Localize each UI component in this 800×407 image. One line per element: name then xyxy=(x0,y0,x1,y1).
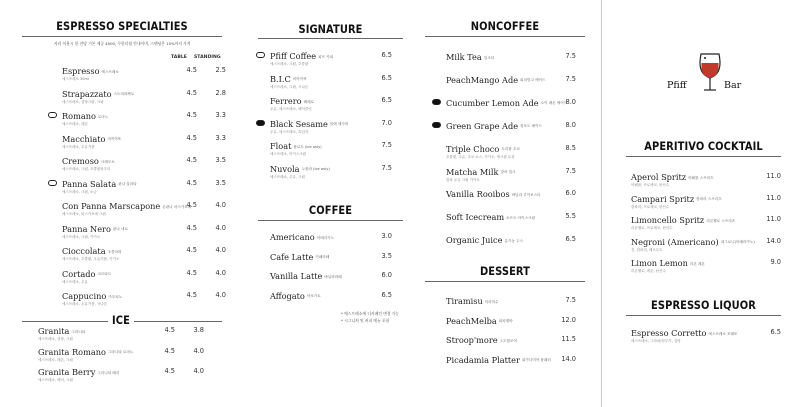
item-price-table: 4.5 xyxy=(186,133,197,142)
aperitivo-title: APERITIVO COCKTAIL xyxy=(644,139,763,153)
item-description: 에스프레소, 레몬 xyxy=(62,122,88,126)
item-name: Granita 그라니타 xyxy=(38,326,86,336)
item-name: Limoncello Spritz 리몬첼로 스프리츠 xyxy=(631,215,736,225)
signature-item xyxy=(270,51,392,71)
espresso-item xyxy=(62,179,242,199)
item-name: Triple Choco 트리플 초코 xyxy=(446,143,520,154)
aperitivo-item xyxy=(631,194,781,214)
item-description: 에스프레소, 우유 xyxy=(62,279,88,284)
item-name: Milk Tea 밀크티 xyxy=(446,52,495,62)
item-korean-name: 비아이씨 xyxy=(292,77,307,81)
espresso-item xyxy=(62,291,242,311)
item-description: 말차 우유 크림 카카오 xyxy=(446,177,480,182)
item-price-table: 4.5 xyxy=(164,367,175,375)
item-name: Macchiato 마끼아또 xyxy=(62,133,122,144)
item-price-standing: 3.5 xyxy=(215,156,226,164)
item-name: Campari Spritz 캄파리 스프리츠 xyxy=(631,193,722,204)
item-name: Picadamia Platter 피카다미아 플래터 xyxy=(446,354,551,365)
item-name: Negroni (Americano) 네그로니(아메리카노) xyxy=(631,236,755,247)
item-description: 에스프레소, 설탕, 크림 xyxy=(38,337,73,341)
dessert-item xyxy=(446,316,576,336)
item-price-price: 6.5 xyxy=(770,328,781,336)
coffee-item xyxy=(270,232,392,252)
item-price-price: 8.5 xyxy=(565,143,576,152)
item-name: Panna Nero 판나 네로 xyxy=(62,223,128,234)
item-price-standing: 2.5 xyxy=(215,66,226,74)
item-description: 에스프레소, 크림, 카카오 xyxy=(62,234,101,239)
item-description: 에스프레소, 아이스크림 xyxy=(270,152,307,156)
item-price-standing: 4.0 xyxy=(215,291,226,299)
ice-title: ICE xyxy=(112,313,130,327)
item-korean-name: 그라니타 베리 xyxy=(97,370,120,375)
item-description: 에스프레소, 레몬, 크림 xyxy=(38,357,73,362)
noncoffee-item xyxy=(446,235,576,255)
item-price-price: 6.5 xyxy=(565,235,576,244)
item-korean-name: 리몬 레몬 xyxy=(689,261,705,266)
item-price-table: 4.5 xyxy=(186,156,197,164)
coffee-rule xyxy=(258,220,403,221)
item-korean-name: 말차 밀크 xyxy=(500,170,516,174)
espresso-item xyxy=(62,201,242,221)
item-name: Float 플로트 (ice only) xyxy=(270,141,322,151)
item-korean-name: 유기농 주스 xyxy=(504,238,523,243)
item-korean-name: 피치망고 에이드 xyxy=(520,78,546,83)
coffee-item xyxy=(270,291,392,311)
item-price-table: 4.5 xyxy=(186,178,197,187)
item-price-standing: 4.0 xyxy=(193,346,204,355)
item-korean-name: 소프트 아이스크림 xyxy=(506,215,536,220)
item-korean-name: 리몬첼로 스프리츠 xyxy=(706,218,736,223)
item-price-standing: 4.0 xyxy=(215,246,226,254)
dessert-item xyxy=(446,355,576,375)
item-description: 리몬첼로, 레몬, 탄산수 xyxy=(631,269,666,273)
item-description: 에스프레소, 크림, 소금 xyxy=(62,189,97,194)
item-description: 에스프레소, 우유거품 xyxy=(62,144,95,149)
signature-title: SIGNATURE xyxy=(298,22,363,36)
item-description: 에스프레소, 그라파/삼부카, 설탕 xyxy=(631,339,681,343)
item-korean-name: 에스프레소 xyxy=(101,69,119,74)
item-name: Black Sesame 블랙 세사미 xyxy=(270,118,349,129)
item-name: Cioccolata 초콜라따 xyxy=(62,246,122,256)
pfiff-bar-logo xyxy=(665,46,755,106)
signature-rule xyxy=(258,38,403,39)
ice-item xyxy=(38,367,218,387)
aperitivo-item xyxy=(631,258,781,278)
item-korean-name: 바닐라라떼 xyxy=(324,274,342,279)
item-name: Cappucino 카푸치노 xyxy=(62,291,123,301)
item-korean-name: 크레모소 xyxy=(100,159,115,164)
espresso-item xyxy=(62,246,242,266)
item-name: Nuvola 누볼라 (ice only) xyxy=(270,163,330,174)
item-price-price: 7.5 xyxy=(565,296,576,304)
liquor-title: ESPRESSO LIQUOR xyxy=(651,298,756,312)
item-korean-name: 피프 커피 xyxy=(318,54,334,59)
item-price-price: 14.0 xyxy=(766,236,781,245)
item-description: 에스프레소, 설탕크림, 크림 xyxy=(62,99,104,104)
item-price-table: 4.5 xyxy=(186,246,197,254)
item-description: 에스프레소, 초콜릿, 우유거품, 카카오 xyxy=(62,257,120,261)
espresso-item xyxy=(62,89,242,109)
item-price-price: 7.5 xyxy=(381,163,392,172)
item-name: Cortado 코르타도 xyxy=(62,268,112,279)
espresso-item xyxy=(62,156,242,176)
noncoffee-item xyxy=(446,98,576,118)
item-korean-name: 트리플 초코 xyxy=(501,147,520,152)
item-korean-name: 블랙 세사미 xyxy=(329,122,349,126)
wine-glass-icon xyxy=(665,46,755,106)
col-table-header: TABLE xyxy=(171,55,187,60)
item-price-price: 6.5 xyxy=(381,290,392,299)
item-name: Con Panna Marscapone 콘판나 마스카포네 xyxy=(62,201,192,211)
aperitivo-item xyxy=(631,172,781,192)
item-price-price: 8.0 xyxy=(565,97,576,106)
item-description: 에스프레소, 크림, 초콜릿 xyxy=(270,62,309,66)
signature-badge-icon xyxy=(48,112,57,118)
coffee-note-2: * 시그니처 및 커피 메뉴 포함 xyxy=(341,318,390,323)
item-description: 캄파리, 프로세코, 탄산수 xyxy=(631,204,670,209)
panel-divider xyxy=(601,0,602,407)
item-description: 진, 캄파리, 베르무트 xyxy=(631,247,663,252)
col-standing-header: STANDING xyxy=(194,55,221,60)
item-price-standing: 4.0 xyxy=(215,223,226,232)
item-korean-name: 마끼아또 xyxy=(107,137,122,141)
item-price-table: 4.5 xyxy=(186,291,197,299)
item-description: 우유, 에스프레소, 헤이즐넛 xyxy=(270,107,312,111)
item-price-price: 6.5 xyxy=(381,73,392,82)
item-price-standing: 2.8 xyxy=(215,88,226,97)
item-name: Stroop'more 스트룹모어 xyxy=(446,335,517,345)
item-korean-name: 아포가토 xyxy=(306,294,321,298)
item-name: Granita Romano 그라니타 로마노 xyxy=(38,346,134,357)
item-name: Vanilla Rooibos 바닐라 루이보스티 xyxy=(446,189,541,200)
item-korean-name: 콘판나 마스카포네 xyxy=(162,204,192,209)
item-name: Aperol Spritz 아페롤 스프리츠 xyxy=(631,172,714,182)
espresso-title: ESPRESSO SPECIALTIES xyxy=(56,19,188,33)
item-name: Granita Berry 그라니타 베리 xyxy=(38,367,120,377)
item-price-price: 7.5 xyxy=(381,141,392,149)
item-description: 아페롤, 프로세코, 탄산수 xyxy=(631,183,670,187)
item-price-price: 7.5 xyxy=(565,74,576,83)
item-korean-name: 밀크티 xyxy=(483,55,495,60)
item-korean-name: 오이 레몬 에이드 xyxy=(540,101,568,106)
noncoffee-item xyxy=(446,121,576,141)
item-name: Panna Salata 판나 살라타 xyxy=(62,178,137,189)
item-price-table: 4.5 xyxy=(186,268,197,277)
signature-item xyxy=(270,164,392,184)
item-price-table: 4.5 xyxy=(164,326,175,334)
signature-badge-icon xyxy=(256,120,265,126)
coffee-item xyxy=(270,271,392,291)
item-name: Green Grape Ade 청포도 에이드 xyxy=(446,120,543,131)
item-name: Cafe Latte 카페라떼 xyxy=(270,251,330,262)
item-description: 우유, 에스프레소, 흑임자 xyxy=(270,129,309,134)
noncoffee-item xyxy=(446,52,576,72)
ice-item xyxy=(38,347,218,367)
item-name: Ferrero 페레로 xyxy=(270,96,315,106)
item-price-price: 7.5 xyxy=(565,166,576,175)
item-name: Limon Lemon 리몬 레몬 xyxy=(631,258,705,268)
item-korean-name: 로마노 xyxy=(97,114,109,119)
noncoffee-item xyxy=(446,212,576,232)
item-price-price: 8.0 xyxy=(565,120,576,129)
item-name: Espresso Corretto 에스프레소 꼬레또 xyxy=(631,328,738,338)
signature-item xyxy=(270,119,392,139)
item-korean-name: 카페라떼 xyxy=(315,255,330,259)
ice-rule-right xyxy=(134,321,222,322)
aperitivo-rule xyxy=(626,156,781,157)
item-price-price: 12.0 xyxy=(561,315,576,324)
item-name: Cucumber Lemon Ade 오이 레몬 에이드 xyxy=(446,97,568,108)
item-price-table: 4.5 xyxy=(186,88,197,97)
item-korean-name: 에스프레소 꼬레또 xyxy=(708,331,738,336)
espresso-note: 자리 이용시 한 잔당 기본 제공 4500, 무한리필 안내이며, 스탠딩은 10%까지 가격 xyxy=(54,41,191,46)
item-korean-name: 카푸치노 xyxy=(108,294,123,299)
item-korean-name: 페레로 xyxy=(303,99,315,104)
item-price-table: 4.5 xyxy=(164,346,175,355)
item-price-standing: 4.0 xyxy=(193,367,204,375)
item-description: 에스프레소, 우유, 크림 xyxy=(270,174,305,179)
item-name: Americano 아메리카노 xyxy=(270,232,335,242)
item-korean-name: 스트라파짜토 xyxy=(113,92,135,96)
item-description: 에스프레소, 마스카포네 크림 xyxy=(62,212,106,216)
item-korean-name: 피카다미아 플래터 xyxy=(521,358,551,362)
item-name: Organic Juice 유기농 주스 xyxy=(446,235,523,246)
ice-item xyxy=(38,326,218,346)
espresso-rule xyxy=(22,36,222,37)
item-korean-name: 티라미수 xyxy=(484,299,499,304)
signature-badge-icon xyxy=(256,52,265,58)
item-description: 초콜릿, 우유, 초코 소스, 카카오, 생크림 토핑 xyxy=(446,154,515,159)
coffee-item xyxy=(270,252,392,272)
item-price-table: 4.5 xyxy=(186,223,197,232)
liquor-rule xyxy=(626,315,781,316)
item-price-price: 6.0 xyxy=(381,271,392,279)
item-korean-name: 그라니타 로마노 xyxy=(107,350,134,354)
signature-item xyxy=(270,141,392,161)
espresso-item xyxy=(62,224,242,244)
item-price-price: 11.5 xyxy=(561,335,576,343)
signature-badge-icon xyxy=(432,99,441,105)
item-price-standing: 4.0 xyxy=(215,201,226,209)
item-name: Soft Icecream 소프트 아이스크림 xyxy=(446,212,536,223)
ice-rule-left xyxy=(22,321,108,322)
item-price-price: 6.5 xyxy=(381,96,392,104)
coffee-note-1: * 에스프레소에 디카페인 변경 가능 xyxy=(341,311,400,316)
item-name: Vanilla Latte 바닐라라떼 xyxy=(270,271,342,281)
signature-item xyxy=(270,96,392,116)
item-korean-name: 초콜라따 xyxy=(107,249,122,254)
item-price-standing: 3.3 xyxy=(215,133,226,142)
item-name: Affogato 아포가토 xyxy=(270,290,321,301)
item-price-price: 7.5 xyxy=(565,52,576,60)
item-korean-name: 바닐라 루이보스티 xyxy=(511,192,541,197)
item-korean-name: 코르타도 xyxy=(97,272,112,276)
item-korean-name: 피치멜바 xyxy=(498,319,513,323)
espresso-item xyxy=(62,269,242,289)
item-price-price: 11.0 xyxy=(766,215,781,223)
item-price-price: 3.5 xyxy=(381,251,392,260)
item-korean-name: 아페롤 스프리츠 xyxy=(688,175,714,180)
item-korean-name: 아메리카노 xyxy=(316,235,335,240)
item-name: Strapazzato 스트라파짜토 xyxy=(62,88,135,99)
coffee-title: COFFEE xyxy=(308,203,353,217)
item-price-standing: 3.3 xyxy=(215,111,226,119)
item-korean-name: 그라니타 xyxy=(71,329,86,334)
item-price-price: 11.0 xyxy=(766,193,781,202)
item-name: Matcha Milk 말차 밀크 xyxy=(446,166,516,177)
item-name: PeachMelba 피치멜바 xyxy=(446,315,513,326)
noncoffee-item xyxy=(446,144,576,164)
item-price-price: 6.0 xyxy=(565,189,576,198)
item-description: 리몬첼로, 프로세코, 탄산수 xyxy=(631,226,673,230)
liquor-item xyxy=(631,328,781,348)
aperitivo-item xyxy=(631,237,781,257)
item-korean-name: 캄파리 스프리츠 xyxy=(696,197,722,201)
item-price-standing: 3.5 xyxy=(215,178,226,187)
signature-badge-icon xyxy=(48,180,57,186)
item-name: Pfiff Coffee 피프 커피 xyxy=(270,51,334,61)
item-korean-name: 판나 네로 xyxy=(112,227,128,231)
dessert-title: DESSERT xyxy=(479,264,531,278)
noncoffee-rule xyxy=(425,36,585,37)
item-korean-name: 청포도 에이드 xyxy=(520,124,543,129)
dessert-rule xyxy=(425,281,585,282)
item-description: 에스프레소 30ml xyxy=(62,77,89,81)
item-price-price: 6.5 xyxy=(381,51,392,59)
aperitivo-item xyxy=(631,215,781,235)
item-korean-name: 플로트 (ice only) xyxy=(293,144,322,149)
noncoffee-title: NONCOFFEE xyxy=(470,19,540,33)
item-korean-name: 네그로니(아메리카노) xyxy=(720,240,755,244)
item-price-standing: 4.0 xyxy=(215,268,226,277)
signature-badge-icon xyxy=(432,122,441,128)
item-name: Romano 로마노 xyxy=(62,111,109,121)
item-price-table: 4.5 xyxy=(186,66,197,74)
item-price-price: 11.0 xyxy=(766,172,781,180)
dessert-item xyxy=(446,296,576,316)
item-description: 에스프레소, 우유거품, 시나몬 xyxy=(62,302,108,306)
item-price-price: 9.0 xyxy=(770,258,781,266)
item-name: PeachMango Ade 피치망고 에이드 xyxy=(446,74,546,85)
logo-text-right: Bar xyxy=(724,80,742,91)
item-price-table: 4.5 xyxy=(186,201,197,209)
item-price-price: 3.0 xyxy=(381,232,392,240)
item-name: Tiramisu 티라미수 xyxy=(446,296,499,306)
item-korean-name: 판나 살라타 xyxy=(118,182,137,186)
dessert-item xyxy=(446,335,576,355)
item-name: B.I.C 비아이씨 xyxy=(270,73,307,84)
item-price-price: 5.5 xyxy=(565,212,576,221)
espresso-item xyxy=(62,134,242,154)
item-korean-name: 누볼라 (ice only) xyxy=(301,167,330,171)
item-price-table: 4.5 xyxy=(186,111,197,119)
espresso-item xyxy=(62,66,242,86)
noncoffee-item xyxy=(446,189,576,209)
logo-text-left: Pfiff xyxy=(667,80,687,91)
item-price-standing: 3.8 xyxy=(193,326,204,334)
item-price-price: 14.0 xyxy=(561,354,576,363)
item-name: Cremoso 크레모소 xyxy=(62,156,115,166)
signature-item xyxy=(270,74,392,94)
noncoffee-item xyxy=(446,167,576,187)
item-korean-name: 스트룹모어 xyxy=(499,338,517,343)
item-price-price: 7.0 xyxy=(381,118,392,127)
espresso-item xyxy=(62,111,242,131)
item-name: Espresso 에스프레소 xyxy=(62,66,119,76)
item-description: 에스프레소, 크림, 시나몬 xyxy=(270,84,309,89)
noncoffee-item xyxy=(446,75,576,95)
item-description: 에스프레소, 베리, 크림 xyxy=(38,378,73,382)
item-description: 에스프레소, 크림, 초콜릿파우더 xyxy=(62,167,111,171)
